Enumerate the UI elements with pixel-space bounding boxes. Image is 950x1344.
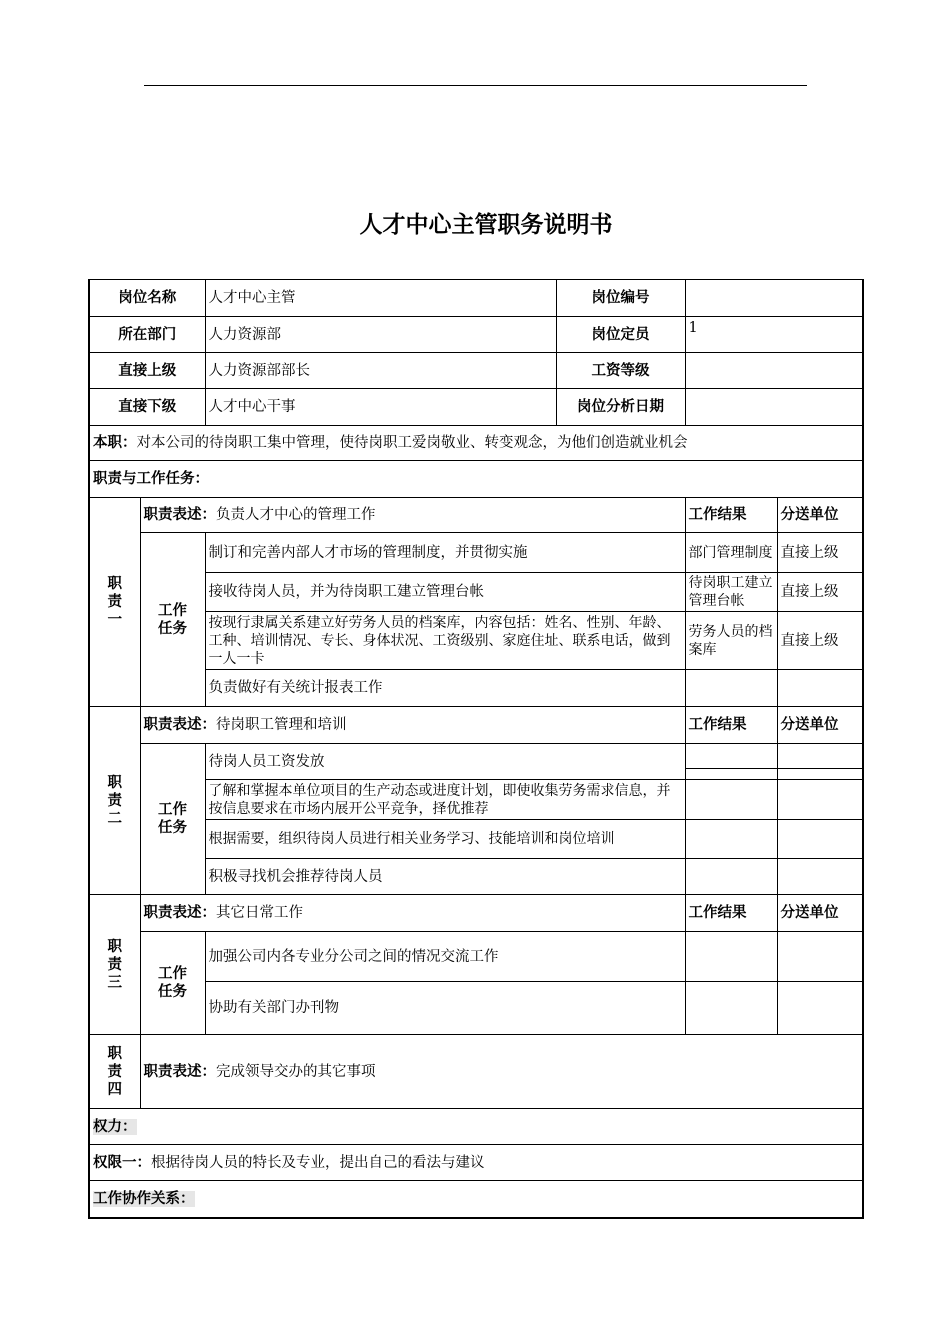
resp2-dept-4: [777, 859, 863, 895]
resp1-result-4: [685, 670, 777, 707]
resp2-result-1: [685, 744, 777, 780]
document-title: 人才中心主管职务说明书: [359, 212, 613, 238]
resp3-result-2: [685, 982, 777, 1035]
resp1-result-1: 部门管理制度: [685, 533, 777, 573]
resp3-dept-1: [777, 932, 863, 982]
resp2-label: 职 责 二: [89, 707, 140, 895]
resp4-desc: 职责表述：完成领导交办的其它事项: [140, 1035, 863, 1109]
tasks-header: 职责与工作任务：: [89, 461, 863, 498]
position-name-value: 人才中心主管: [205, 280, 556, 317]
headcount-value: 1: [685, 317, 863, 353]
job-description-table: [88, 279, 864, 1219]
grade-label: 工资等级: [556, 353, 685, 389]
resp3-desc: 职责表述：其它日常工作: [140, 895, 685, 932]
resp2-task-1: 待岗人员工资发放: [205, 744, 685, 780]
resp2-dept-3: [777, 820, 863, 859]
position-no-value: [685, 280, 863, 317]
analysis-date-value: [685, 389, 863, 426]
resp2-dept-1: [777, 744, 863, 780]
duty-row: [89, 426, 863, 461]
resp3-dept-header: 分送单位: [777, 895, 863, 932]
resp1-dept-1: 直接上级: [777, 533, 863, 573]
superior-label: 直接上级: [89, 353, 205, 389]
resp3-dept-2: [777, 982, 863, 1035]
power-label: 权力：: [93, 1118, 137, 1135]
duty-text: 对本公司的待岗职工集中管理，使待岗职工爱岗敬业、转变观念，为他们创造就业机会: [136, 435, 688, 451]
grade-value: [685, 353, 863, 389]
resp1-desc: 职责表述：负责人才中心的管理工作: [140, 498, 685, 533]
resp1-task-2: 接收待岗人员，并为待岗职工建立管理台帐: [205, 573, 685, 612]
resp1-task-3: 按现行隶属关系建立好劳务人员的档案库，内容包括：姓名、性别、年龄、工种、培训情况、专长、身体状况、工资级别、家庭住址、联系电话，做到一人一卡: [205, 612, 685, 670]
resp1-work-task-label: 工作 任务: [140, 533, 205, 707]
resp2-result-header: 工作结果: [685, 707, 777, 744]
resp2-result-4: [685, 859, 777, 895]
resp2-task-2: 了解和掌握本单位项目的生产动态或进度计划，即使收集劳务需求信息，并按信息要求在市场内展开公平竞争，择优推荐: [205, 780, 685, 820]
superior-value: 人力资源部部长: [205, 353, 556, 389]
header-rule: [144, 85, 807, 86]
position-no-label: 岗位编号: [556, 280, 685, 317]
resp3-task-1: 加强公司内各专业分公司之间的情况交流工作: [205, 932, 685, 982]
resp3-result-header: 工作结果: [685, 895, 777, 932]
resp1-task-4: 负责做好有关统计报表工作: [205, 670, 685, 707]
resp1-dept-header: 分送单位: [777, 498, 863, 533]
relations-label: 工作协作关系：: [93, 1190, 195, 1207]
subordinate-value: 人才中心干事: [205, 389, 556, 426]
limit-row: [89, 1145, 863, 1181]
resp1-dept-2: 直接上级: [777, 573, 863, 612]
resp2-dept-header: 分送单位: [777, 707, 863, 744]
resp2-dept-2: [777, 780, 863, 820]
limit-label: 权限一：: [93, 1154, 151, 1171]
relations-row: [89, 1181, 863, 1218]
analysis-date-label: 岗位分析日期: [556, 389, 685, 426]
resp2-desc: 职责表述：待岗职工管理和培训: [140, 707, 685, 744]
resp1-result-3: 劳务人员的档案库: [685, 612, 777, 670]
department-value: 人力资源部: [205, 317, 556, 353]
resp1-result-header: 工作结果: [685, 498, 777, 533]
resp4-label: 职 责 四: [89, 1035, 140, 1109]
position-name-label: 岗位名称: [89, 280, 205, 317]
resp1-label: 职 责 一: [89, 498, 140, 707]
duty-label: 本职：: [93, 435, 137, 451]
department-label: 所在部门: [89, 317, 205, 353]
power-row: [89, 1109, 863, 1145]
limit-text: 根据待岗人员的特长及专业，提出自己的看法与建议: [151, 1154, 485, 1171]
resp2-task-3: 根据需要，组织待岗人员进行相关业务学习、技能培训和岗位培训: [205, 820, 685, 859]
resp3-task-2: 协助有关部门办刊物: [205, 982, 685, 1035]
resp2-work-task-label: 工作 任务: [140, 744, 205, 895]
resp1-dept-3: 直接上级: [777, 612, 863, 670]
resp1-result-2: 待岗职工建立管理台帐: [685, 573, 777, 612]
resp2-result-2: [685, 780, 777, 820]
resp1-dept-4: [777, 670, 863, 707]
headcount-label: 岗位定员: [556, 317, 685, 353]
subordinate-label: 直接下级: [89, 389, 205, 426]
resp3-work-task-label: 工作 任务: [140, 932, 205, 1035]
resp1-task-1: 制订和完善内部人才市场的管理制度，并贯彻实施: [205, 533, 685, 573]
resp3-result-1: [685, 932, 777, 982]
resp3-label: 职 责 三: [89, 895, 140, 1035]
resp2-result-3: [685, 820, 777, 859]
resp2-task-4: 积极寻找机会推荐待岗人员: [205, 859, 685, 895]
